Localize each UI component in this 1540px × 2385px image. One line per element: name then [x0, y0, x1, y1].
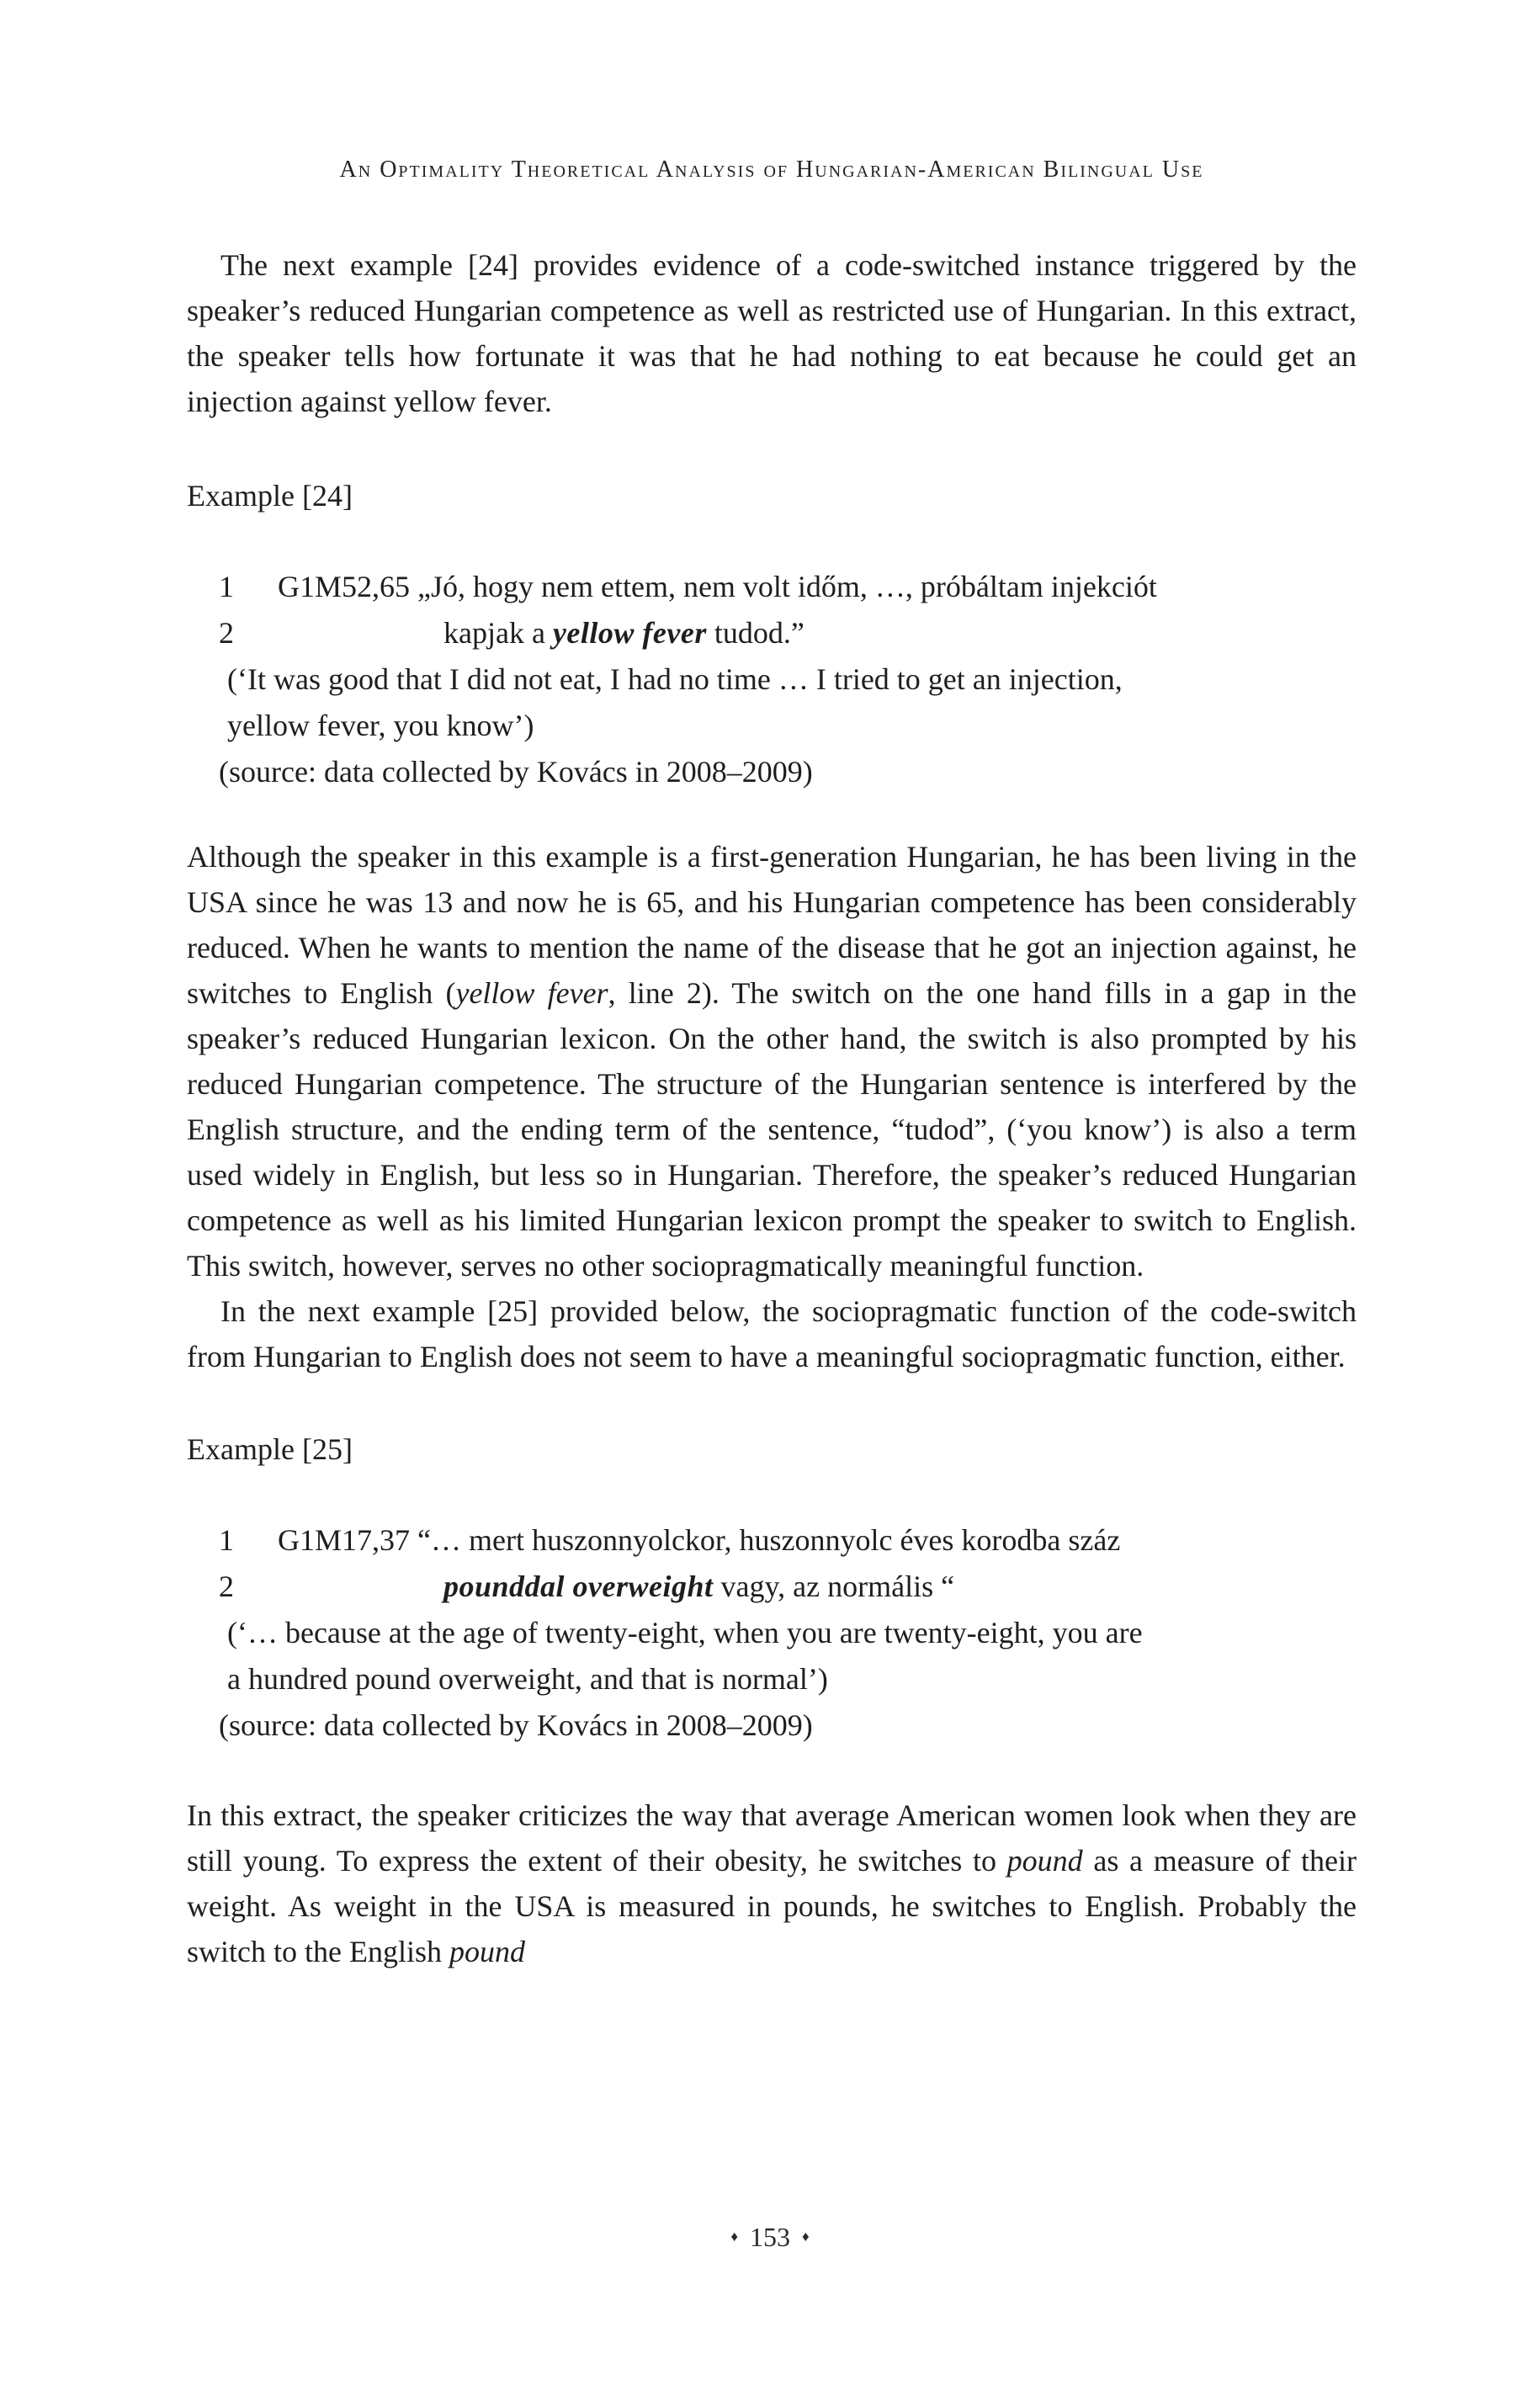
- line-number: 1: [219, 570, 234, 603]
- example-24-block: [187, 564, 1357, 795]
- footer-ornament-right: ♦: [802, 2228, 810, 2244]
- utterance-text: kapjak a yellow fever tudod.”: [443, 616, 805, 650]
- utterance-text: G1M52,65 „Jó, hogy nem ettem, nem volt időm, …, próbáltam injekciót: [278, 570, 1157, 603]
- example-row: [187, 1564, 1357, 1610]
- translation-line: (‘… because at the age of twenty-eight, when you are twenty-eight, you are: [227, 1616, 1143, 1649]
- translation-line: yellow fever, you know’): [227, 709, 534, 742]
- source-line: (source: data collected by Kovács in 2008–2009): [219, 1708, 813, 1742]
- example-row: [187, 564, 1357, 610]
- translation-line: (‘It was good that I did not eat, I had no time … I tried to get an injection,: [227, 662, 1123, 696]
- footer-ornament-left: ♦: [730, 2228, 738, 2244]
- line-number: 2: [219, 616, 234, 650]
- example-24-heading: Example [24]: [187, 479, 353, 513]
- example-row: [187, 610, 1357, 656]
- source-line: (source: data collected by Kovács in 2008–2009): [219, 755, 813, 789]
- line-number: 1: [219, 1523, 234, 1557]
- example-row: [187, 1517, 1357, 1564]
- page-number: 153: [750, 2222, 790, 2252]
- example-25-heading: Example [25]: [187, 1432, 353, 1466]
- paragraph-analysis-25: In this extract, the speaker criticizes the way that average American women look when they are still young. To express the extent of their obesity, he switches to pound as a measure of their weight. As weight in the USA is measured in pounds, he switches to English. Probably the switch to the English pound: [187, 1798, 1357, 1968]
- utterance-text: G1M17,37 “… mert huszonnyolckor, huszonnyolc éves korodba száz: [278, 1523, 1121, 1557]
- page-footer: [0, 2222, 1540, 2253]
- line-number: 2: [219, 1570, 234, 1603]
- paragraph-intro-25: In the next example [25] provided below, the sociopragmatic function of the code-switch from Hungarian to English does not seem to have a meaningful sociopragmatic function, either.: [187, 1294, 1357, 1373]
- translation-line: a hundred pound overweight, and that is normal’): [227, 1662, 828, 1696]
- utterance-text: pounddal overweight vagy, az normális “: [443, 1570, 955, 1603]
- running-title: An Optimality Theoretical Analysis of Hungarian-American Bilingual Use: [339, 157, 1204, 183]
- paragraph-analysis-24: Although the speaker in this example is a first-generation Hungarian, he has been living in the USA since he was 13 and now he is 65, and his Hungarian competence has been considerably reduced. When he wants to mention the name of the disease that he got an injection against, he switches to English (yellow fever, line 2). The switch on the one hand fills in a gap in the speaker’s reduced Hungarian lexicon. On the other hand, the switch is also prompted by his reduced Hungarian competence. The structure of the Hungarian sentence is interfered by the English structure, and the ending term of the sentence, “tudod”, (‘you know’) is also a term used widely in English, but less so in Hungarian. Therefore, the speaker’s reduced Hungarian competence as well as his limited Hungarian lexicon prompt the speaker to switch to English. This switch, however, serves no other sociopragmatically meaningful function.: [187, 840, 1357, 1283]
- example-25-block: [187, 1517, 1357, 1749]
- paragraph-intro: The next example [24] provides evidence of a code-switched instance triggered by the speaker’s reduced Hungarian competence as well as restricted use of Hungarian. In this extract, the speaker tells how fortunate it was that he had nothing to eat because he could get an injection against yellow fever.: [187, 248, 1357, 418]
